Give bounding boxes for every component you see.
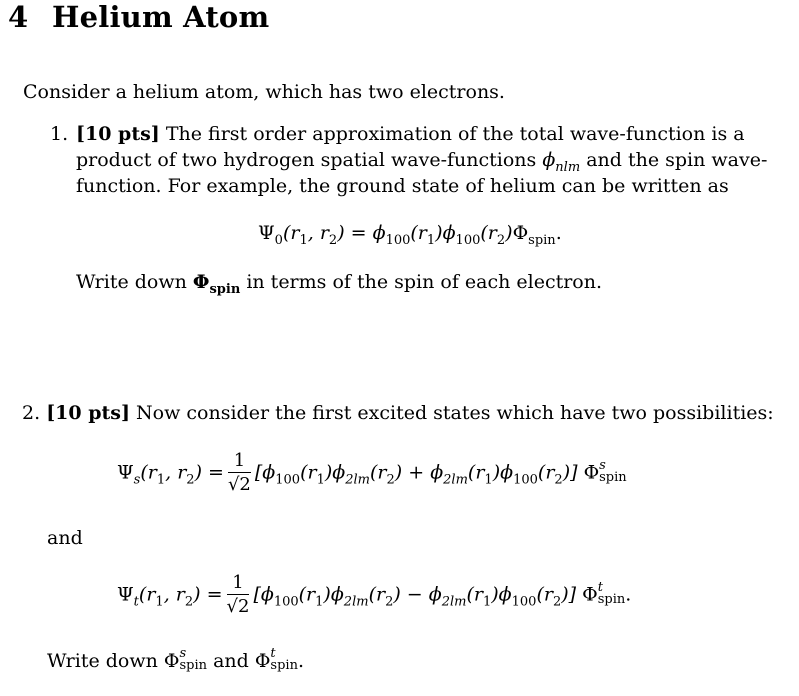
problem1-line3: function. For example, the ground state of helium can be written as	[76, 175, 729, 197]
problem2-write-down-a: Write down	[47, 650, 158, 672]
problem2-points: [10 pts]	[46, 402, 130, 424]
section-number: 4	[8, 0, 29, 34]
problem1-line1	[76, 121, 745, 147]
problem2-line1	[22, 400, 774, 426]
singlet-equation: $\Psi_s(r_1$, $r_2$) = $\frac{1}{√2}$ $[\phi_{100}(r_1)\phi_{2lm}(r_2) + \phi_{2lm}(r_1)\phi_{100}(r_2)]$ Φ s spin	[117, 450, 627, 495]
problem1-text-line1: The first order approximation of the total wave-function is a	[165, 123, 745, 145]
section-title: Helium Atom	[52, 0, 270, 34]
and-connector: and	[47, 527, 83, 549]
problem2-write-down-end: .	[297, 650, 304, 672]
triplet-equation: $\Psi_t(r_1$, $r_2$) = $\frac{1}{√2}$ $[\phi_{100}(r_1)\phi_{2lm}(r_2) - \phi_{2lm}(r_1)\phi_{100}(r_2)]$ Φ t spin .	[117, 572, 632, 617]
ground-state-equation: $\Psi_0(r_1$, $r_2) = \phi_{100}(r_1)\phi_{100}(r_2)\Phi_{spin}$.	[258, 222, 562, 248]
problem1-marker: 1.	[50, 123, 69, 145]
phi-spin-s-symbol: Φ s spin	[163, 646, 208, 673]
problem1-text-line2b: and the spin wave-	[586, 149, 768, 171]
problem1-text-line2a: product of two hydrogen spatial wave-functions	[76, 149, 537, 171]
intro-text: Consider a helium atom, which has two electrons.	[23, 81, 505, 103]
problem2-text-line1: Now consider the first excited states which have two possibilities:	[136, 402, 774, 424]
problem1-write-down-a: Write down	[76, 271, 187, 293]
problem2-write-down	[47, 648, 304, 674]
problem2-marker: 2.	[22, 402, 41, 424]
problem1-write-down	[76, 269, 602, 303]
section-heading	[8, 0, 269, 34]
problem1-points: [10 pts]	[76, 123, 160, 145]
phi-spin-symbol: $\Phi_{spin}$	[192, 271, 241, 297]
problem2-write-down-and: and	[213, 650, 249, 672]
phi-nlm-symbol: $\phi_{nlm}$	[542, 149, 581, 175]
phi-spin-t-symbol: Φ t spin	[254, 646, 298, 673]
problem1-write-down-b: in terms of the spin of each electron.	[246, 271, 603, 293]
